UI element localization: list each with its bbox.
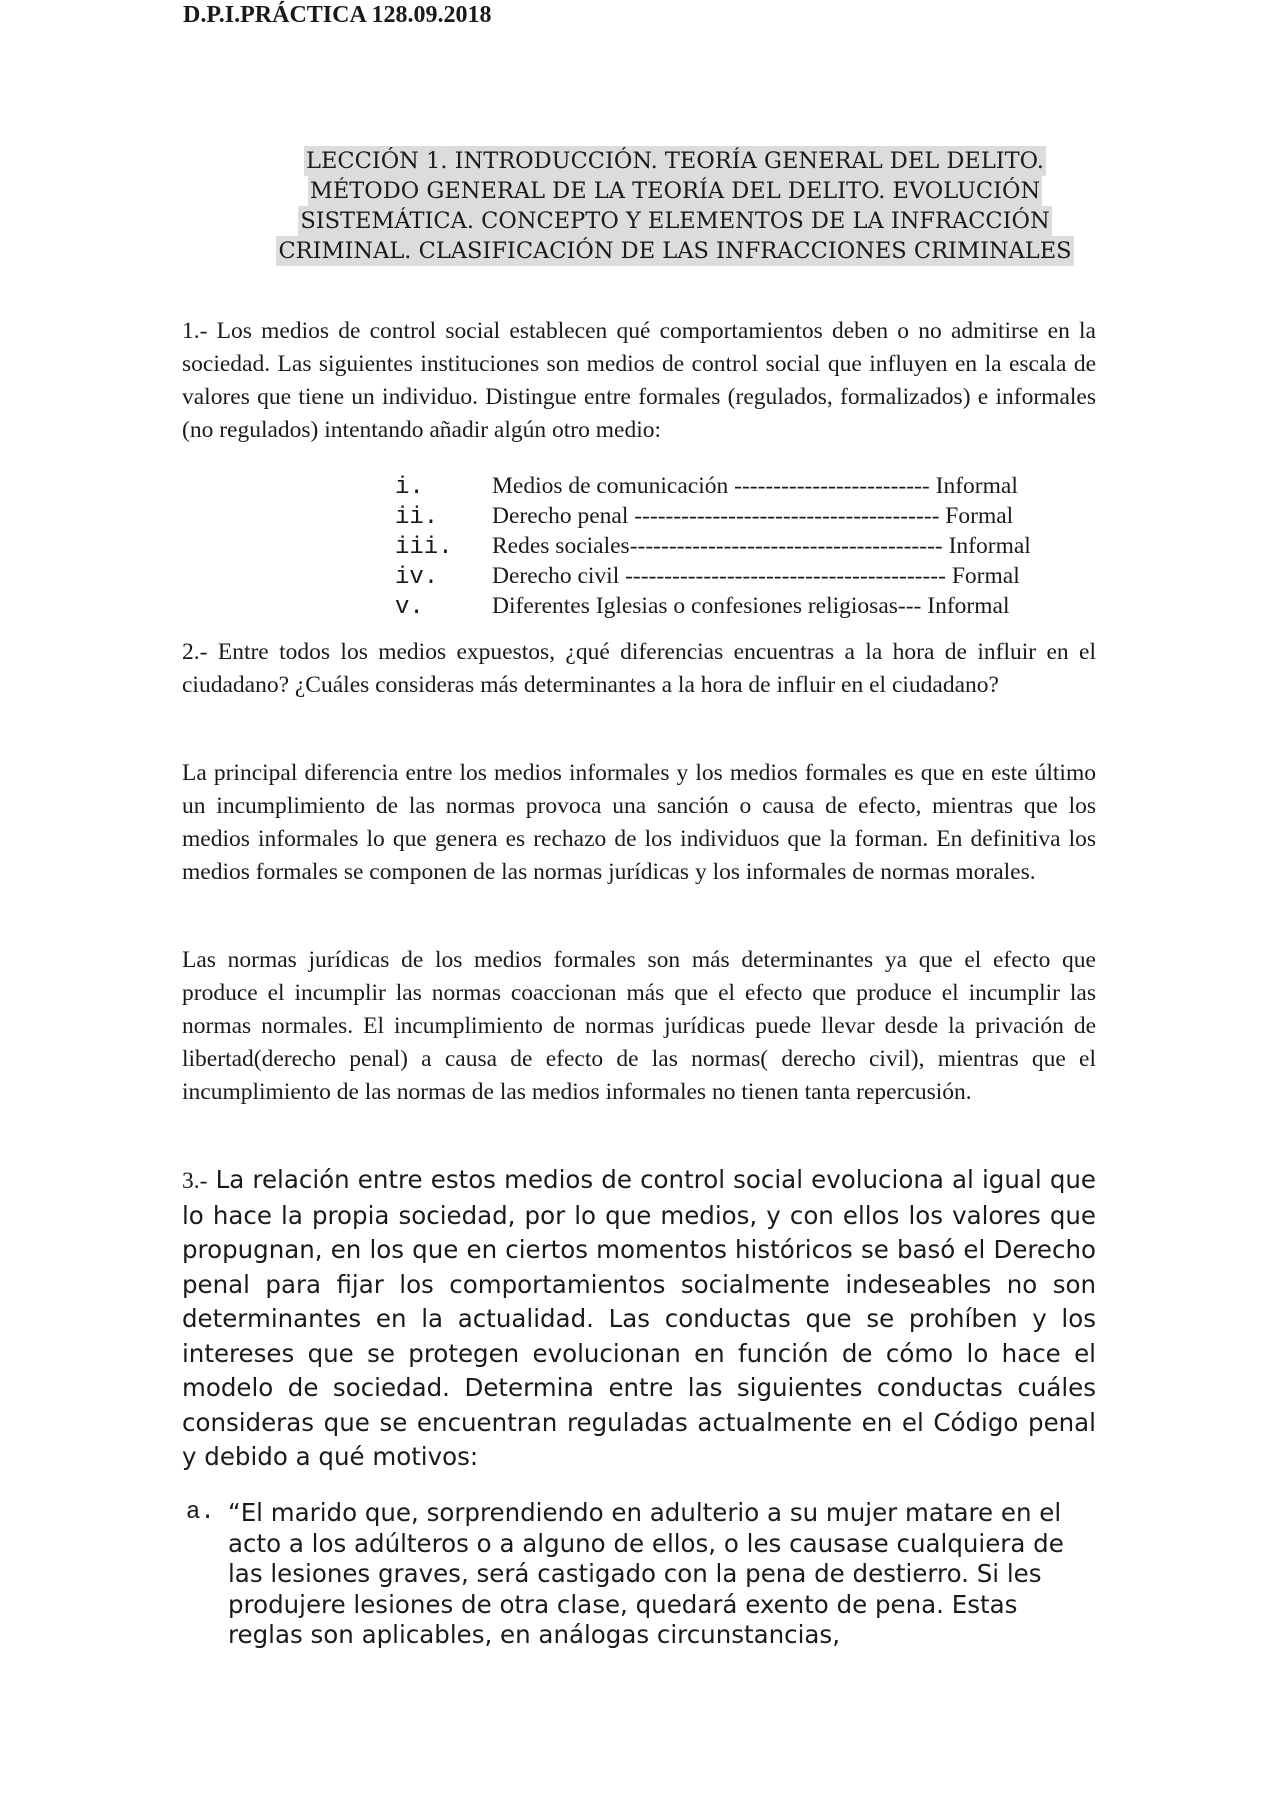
list-item: [395, 561, 1115, 591]
question-2: 2.- Entre todos los medios expuestos, ¿qué diferencias encuentras a la hora de influir en el ciudadano? ¿Cuáles consideras más determinantes a la hora de influir en el ciudadano?: [182, 639, 1096, 698]
document-header: D.P.I.PRÁCTICA 128.09.2018: [183, 2, 492, 28]
list-item-text: Diferentes Iglesias o confesiones religiosas--- Informal: [492, 593, 1010, 619]
list-marker: a.: [186, 1499, 215, 1526]
list-item: [395, 471, 1115, 501]
list-item-text: Redes sociales---------------------------------------- Informal: [492, 533, 1031, 559]
list-marker: ii.: [395, 504, 439, 531]
question-3: [182, 1163, 1096, 1475]
list-item-text: Derecho civil ----------------------------------------- Formal: [492, 563, 1020, 589]
question-1: 1.- Los medios de control social establecen qué comportamientos deben o no admitirse en la sociedad. Las siguientes instituciones son medios de control social que influyen en la escala de valores que tiene un individuo. Distingue entre formales (regulados, formalizados) e informales (no regulados) intentando añadir algún otro medio:: [182, 318, 1096, 443]
conduct-item-a: [186, 1498, 1086, 1651]
list-marker: i.: [395, 474, 424, 501]
title-line: SISTEMÁTICA. CONCEPTO Y ELEMENTOS DE LA INFRACCIÓN: [300, 208, 1050, 234]
list-item: [395, 531, 1115, 561]
list-marker: iii.: [395, 534, 453, 561]
answer-2-paragraph-1: La principal diferencia entre los medios informales y los medios formales es que en este último un incumplimiento de las normas provoca una sanción o causa de efecto, mientras que los medios informales lo que genera es rechazo de los individuos que la forman. En definitiva los medios formales se componen de las normas jurídicas y los informales de normas morales.: [182, 760, 1096, 885]
list-item: [395, 501, 1115, 531]
question-3-number: 3.-: [182, 1168, 208, 1194]
list-marker: iv.: [395, 564, 439, 591]
question-3-text: La relación entre estos medios de control social evoluciona al igual que lo hace la propia sociedad, por lo que medios, y con ellos los valores que propugnan, en los que en ciertos momentos históricos se basó el Derecho penal para fijar los comportamientos socialmente indeseables no son determinantes en la actualidad. Las conductas que se prohíben y los intereses que se protegen evolucionan en función de cómo lo hace el modelo de sociedad. Determina entre las siguientes conductas cuáles consideras que se encuentran reguladas actualmente en el Código penal y debido a qué motivos:: [182, 1165, 1096, 1471]
lesson-title: [260, 146, 1090, 266]
list-item-text: Derecho penal --------------------------------------- Formal: [492, 503, 1014, 529]
control-means-list: [395, 471, 1115, 621]
title-line: CRIMINAL. CLASIFICACIÓN DE LAS INFRACCIONES CRIMINALES: [278, 238, 1072, 264]
list-item: [395, 591, 1115, 621]
answer-2-paragraph-2: Las normas jurídicas de los medios formales son más determinantes ya que el efecto que produce el incumplir las normas coaccionan más que el efecto que produce el incumplir las normas normales. El incumplimiento de normas jurídicas puede llevar desde la privación de libertad(derecho penal) a causa de efecto de las normas( derecho civil), mientras que el incumplimiento de las normas de las medios informales no tienen tanta repercusión.: [182, 947, 1096, 1105]
list-marker: v.: [395, 594, 424, 621]
list-item-text: Medios de comunicación ------------------------- Informal: [492, 473, 1018, 499]
title-line: MÉTODO GENERAL DE LA TEORÍA DEL DELITO. EVOLUCIÓN: [309, 178, 1041, 204]
conduct-item-text: “El marido que, sorprendiendo en adulterio a su mujer matare en el acto a los adúlteros o a alguno de ellos, o les causase cualquiera de las lesiones graves, será castigado con la pena de destierro. Si les produjere lesiones de otra clase, quedará exento de pena. Estas reglas son aplicables, en análogas circunstancias,: [228, 1498, 1064, 1649]
title-line: LECCIÓN 1. INTRODUCCIÓN. TEORÍA GENERAL DEL DELITO.: [306, 148, 1044, 174]
